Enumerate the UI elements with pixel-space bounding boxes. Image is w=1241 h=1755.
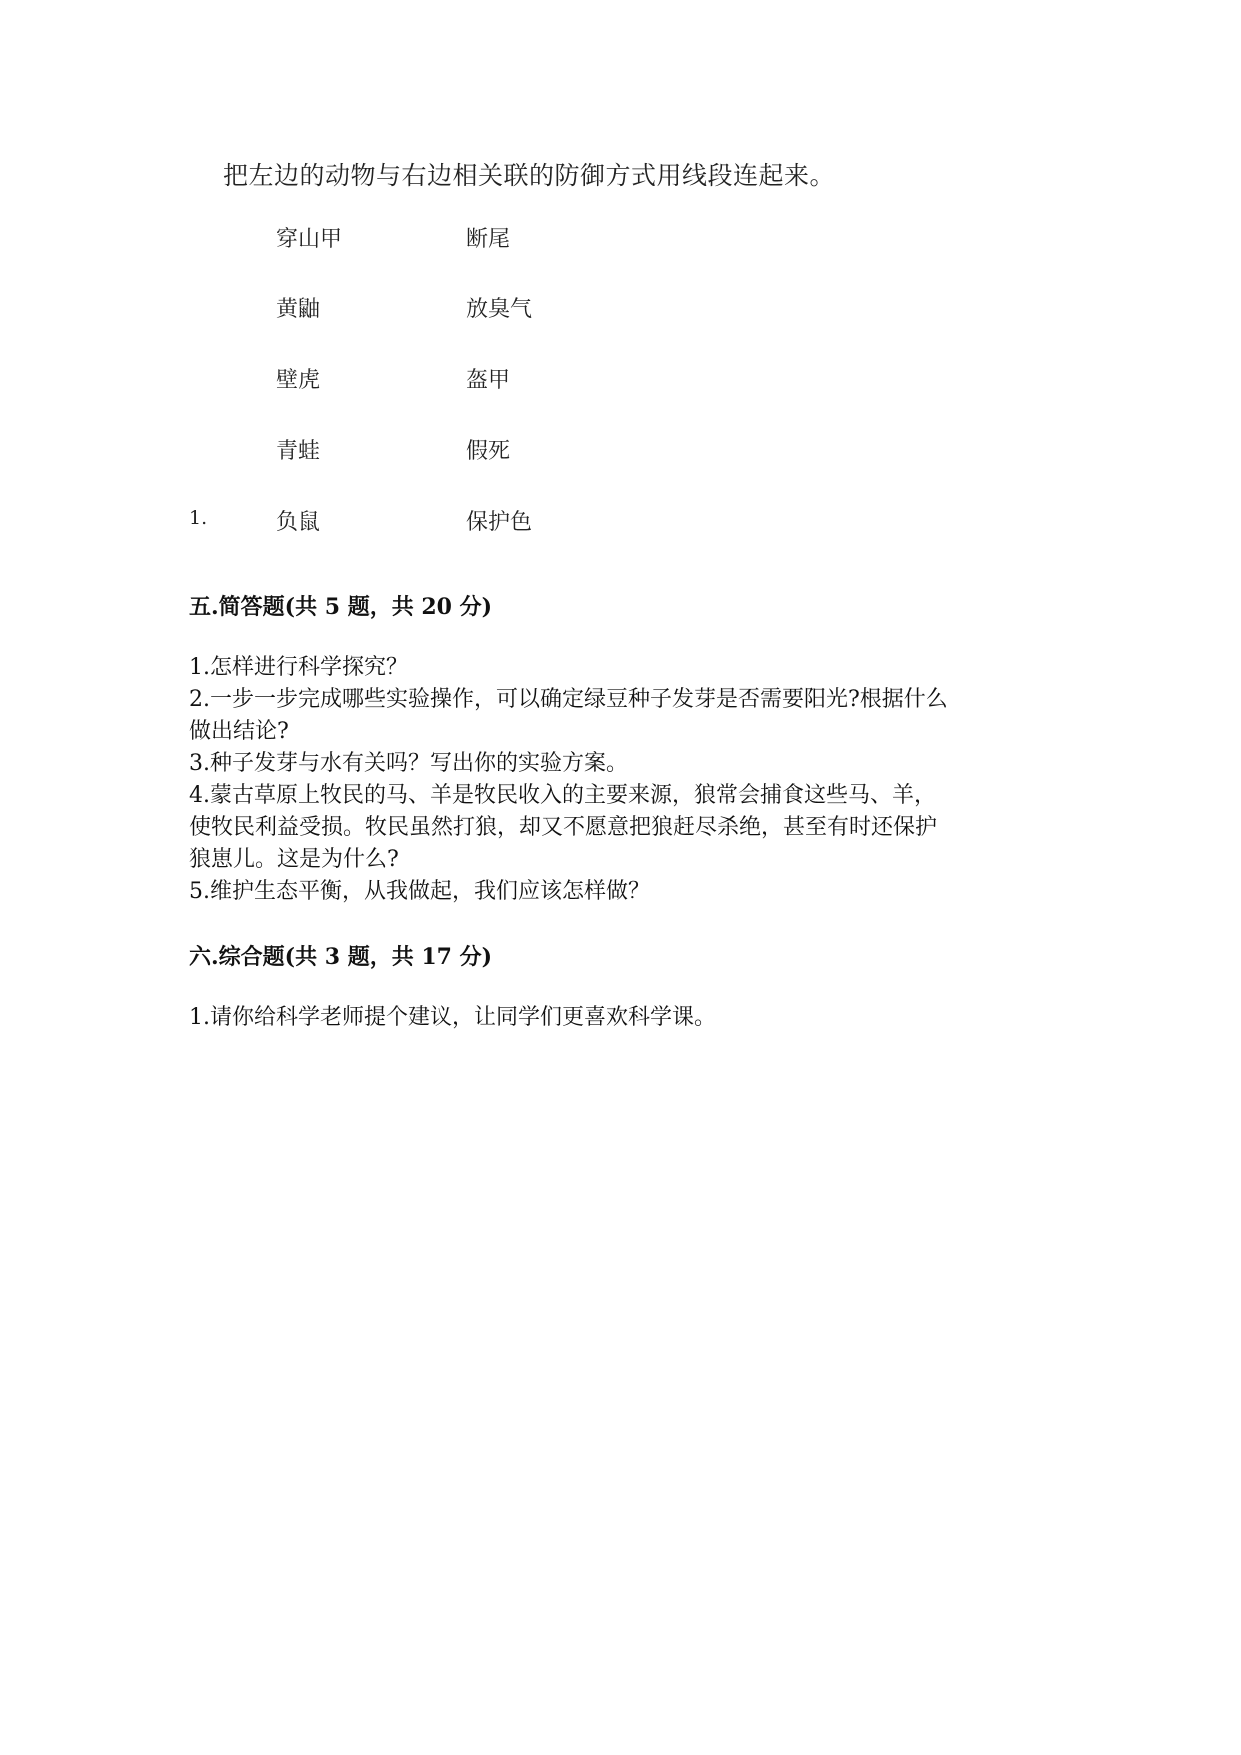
section5-line: 5.维护生态平衡，从我做起，我们应该怎样做？ bbox=[189, 879, 650, 904]
left-item-weasel: 黄鼬 bbox=[276, 297, 321, 322]
section5-line: 2.一步一步完成哪些实验操作，可以确定绿豆种子发芽是否需要阳光?根据什么 bbox=[189, 687, 948, 712]
left-item-opossum: 负鼠 bbox=[276, 510, 321, 535]
right-item-tail-shedding: 断尾 bbox=[466, 227, 511, 252]
section-five-title: 五.简答题(共 5 题，共 20 分) bbox=[189, 594, 493, 620]
left-item-frog: 青蛙 bbox=[276, 439, 321, 464]
matching-instruction: 把左边的动物与右边相关联的防御方式用线段连起来。 bbox=[223, 161, 836, 190]
left-item-pangolin: 穿山甲 bbox=[276, 227, 343, 252]
section6-line: 1.请你给科学老师提个建议，让同学们更喜欢科学课。 bbox=[189, 1005, 716, 1030]
right-item-play-dead: 假死 bbox=[466, 439, 511, 464]
section5-line: 3.种子发芽与水有关吗？写出你的实验方案。 bbox=[189, 751, 628, 776]
right-item-camouflage: 保护色 bbox=[466, 510, 533, 535]
right-item-stink: 放臭气 bbox=[466, 297, 533, 322]
section5-line: 4.蒙古草原上牧民的马、羊是牧民收入的主要来源，狼常会捕食这些马、羊， bbox=[189, 783, 936, 808]
section-six-title: 六.综合题(共 3 题，共 17 分) bbox=[189, 944, 493, 970]
section5-line: 狼崽儿。这是为什么? bbox=[189, 847, 399, 872]
left-item-gecko: 壁虎 bbox=[276, 368, 321, 393]
section5-line: 1.怎样进行科学探究？ bbox=[189, 655, 408, 680]
matching-question-number: 1. bbox=[189, 507, 208, 529]
section5-line: 做出结论? bbox=[189, 719, 289, 744]
section5-line: 使牧民利益受损。牧民虽然打狼，却又不愿意把狼赶尽杀绝，甚至有时还保护 bbox=[189, 815, 938, 840]
right-item-armor: 盔甲 bbox=[466, 368, 511, 393]
